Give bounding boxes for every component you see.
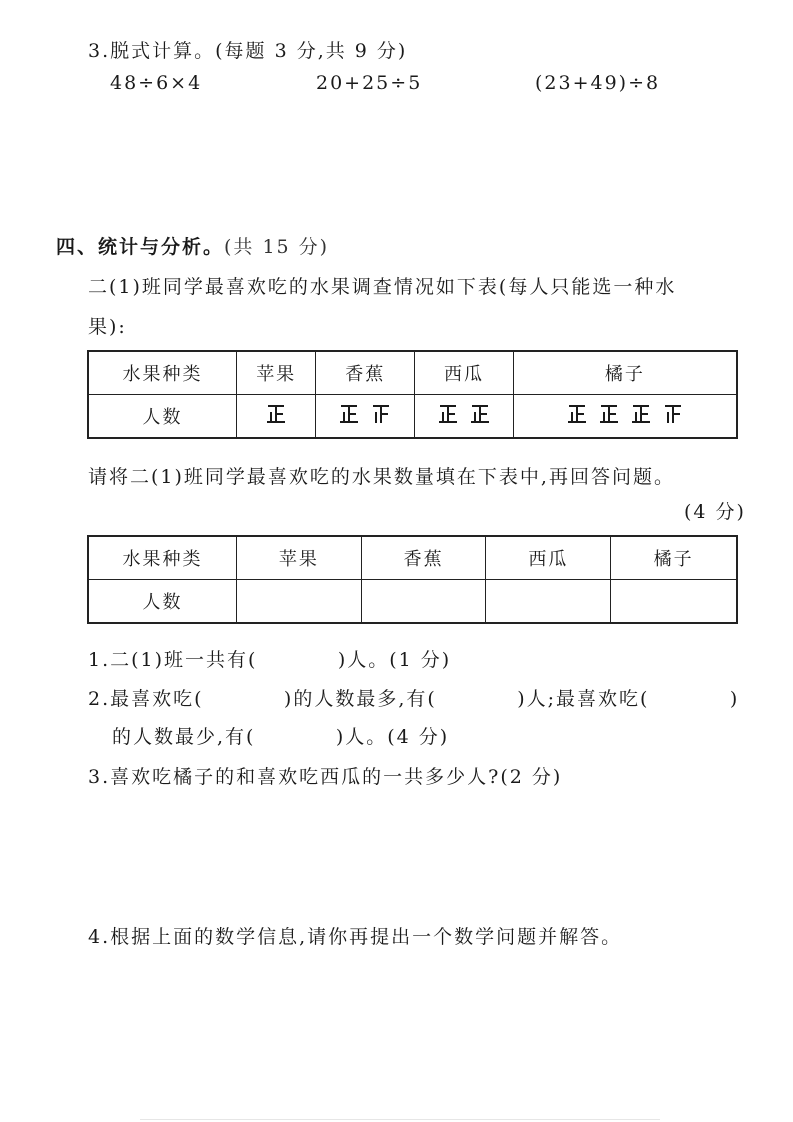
fill-table-header-row [88,536,737,580]
tally-marks-watermelon [439,404,489,424]
intro-line-1: 二(1)班同学最喜欢吃的水果调查情况如下表(每人只能选一种水 [88,276,677,298]
tally-zheng-mark [632,404,650,424]
tally-zheng-mark [340,404,358,424]
header-orange: 橘子 [513,351,737,395]
fill-header-watermelon: 西瓜 [486,536,611,580]
header-fruit-type: 水果种类 [88,351,237,395]
fill-cell-apple[interactable] [237,580,362,624]
section4-heading [56,232,329,259]
tally-marks-banana [340,404,390,424]
question-1: 1.二(1)班一共有( )人。(1 分) [88,649,452,671]
question-2-line-2: 的人数最少,有( )人。(4 分) [112,726,450,748]
fill-cell-watermelon[interactable] [486,580,611,624]
question-4: 4.根据上面的数学信息,请你再提出一个数学问题并解答。 [88,926,623,948]
tally-zheng-mark [568,404,586,424]
problem-2: 20+25÷5 [316,72,423,94]
intro-line-2: 果): [88,316,127,338]
part3-heading: 3.脱式计算。(每题 3 分,共 9 分) [88,40,408,62]
tally-marks-apple [267,404,285,424]
tally-marks-orange [568,404,682,424]
tally-cell-banana [316,395,415,439]
problem-3: (23+49)÷8 [535,72,661,94]
tally-cell-watermelon [415,395,514,439]
fill-header-fruit-type: 水果种类 [88,536,237,580]
header-watermelon: 西瓜 [415,351,514,395]
tally-zheng-mark [600,404,618,424]
section4-score: (共 15 分) [224,236,330,258]
tally-zheng-mark [664,404,682,424]
tally-zheng-mark [267,404,285,424]
tally-zheng-mark [471,404,489,424]
fill-header-banana: 香蕉 [361,536,486,580]
row-label-count: 人数 [88,395,237,439]
instruction-score: (4 分) [684,501,746,523]
fill-cell-orange[interactable] [611,580,737,624]
fill-header-orange: 橘子 [611,536,737,580]
tally-cell-orange [513,395,737,439]
fill-table [87,535,738,624]
header-apple: 苹果 [237,351,316,395]
fill-header-apple: 苹果 [237,536,362,580]
tally-table [87,350,738,439]
tally-zheng-mark [372,404,390,424]
fill-row-label-count: 人数 [88,580,237,624]
fill-table-count-row [88,580,737,624]
section4-title: 四、统计与分析。 [56,236,225,258]
header-banana: 香蕉 [316,351,415,395]
question-3: 3.喜欢吃橘子的和喜欢吃西瓜的一共多少人?(2 分) [88,766,563,788]
tally-table-count-row [88,395,737,439]
instruction-text: 请将二(1)班同学最喜欢吃的水果数量填在下表中,再回答问题。 [88,466,675,488]
tally-table-header-row [88,351,737,395]
fill-cell-banana[interactable] [361,580,486,624]
problem-1: 48÷6×4 [110,72,203,94]
question-2-line-1: 2.最喜欢吃( )的人数最多,有( )人;最喜欢吃( ) [88,688,740,710]
tally-cell-apple [237,395,316,439]
bottom-divider [140,1119,660,1120]
tally-zheng-mark [439,404,457,424]
